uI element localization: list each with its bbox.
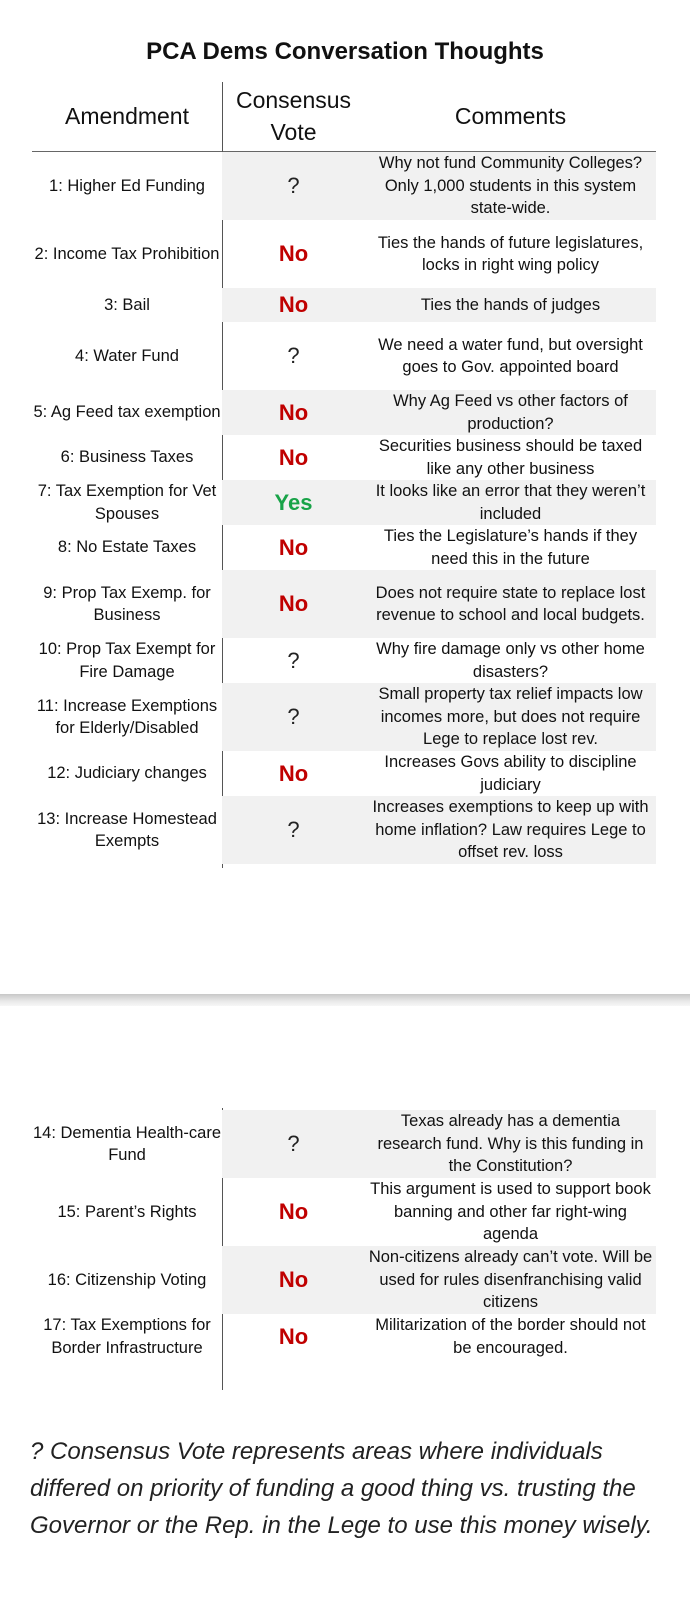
table-row — [32, 525, 656, 570]
comment-cell: Ties the hands of future legislatures, locks in right wing policy — [377, 233, 644, 274]
vote-cell: No — [278, 1323, 309, 1349]
comment-cell: Small property tax relief impacts low incomes more, but does not require Lege to replace lost rev. — [365, 683, 656, 751]
vote-cell: ? — [287, 647, 300, 673]
vote-cell: ? — [287, 343, 300, 368]
table-row — [32, 796, 656, 864]
amendment-cell: 1: Higher Ed Funding — [49, 176, 205, 195]
amendment-cell: 11: Increase Exemptions for Elderly/Disabled — [36, 696, 218, 737]
header-amendment-label: Amendment — [64, 103, 189, 129]
comment-cell: Increases Govs ability to discipline judiciary — [384, 753, 637, 794]
table-row — [32, 480, 656, 525]
header-comments-label: Comments — [454, 103, 567, 129]
comment-cell: Why Ag Feed vs other factors of production? — [365, 390, 656, 435]
comment-cell: Increases exemptions to keep up with home inflation? Law requires Lege to offset rev. loss — [365, 796, 656, 864]
comment-cell: Why fire damage only vs other home disasters? — [376, 640, 645, 681]
vote-cell: No — [278, 534, 309, 560]
vote-cell: No — [222, 288, 365, 322]
amendment-cell: 15: Parent’s Rights — [57, 1202, 197, 1221]
amendment-cell: 3: Bail — [104, 295, 150, 314]
amendment-cell: 8: No Estate Taxes — [57, 538, 197, 557]
amendment-cell: 13: Increase Homestead Exempts — [37, 809, 217, 850]
table-row — [32, 435, 656, 480]
table-row — [32, 1178, 656, 1246]
amendment-cell: 2: Income Tax Prohibition — [34, 244, 220, 263]
vote-cell: ? — [222, 152, 365, 220]
header-vote-line1: Consensus — [235, 87, 352, 113]
vote-cell: No — [278, 241, 309, 266]
amendments-table-2 — [32, 1110, 656, 1359]
comment-cell: We need a water fund, but oversight goes to Gov. appointed board — [378, 335, 643, 376]
comment-cell: Militarization of the border should not be encouraged. — [375, 1316, 646, 1357]
vote-cell: No — [222, 1246, 365, 1314]
amendment-cell: 6: Business Taxes — [60, 448, 194, 467]
vote-cell: No — [278, 444, 309, 470]
header-vote-line2: Vote — [270, 119, 317, 145]
table-row — [32, 390, 656, 435]
vote-cell: No — [222, 570, 365, 638]
comment-cell: Texas already has a dementia research fund. Why is this funding in the Constitution? — [365, 1110, 656, 1178]
page-divider — [0, 994, 690, 1006]
amendments-table-1 — [32, 152, 656, 864]
amendment-cell: 9: Prop Tax Exemp. for Business — [43, 583, 211, 624]
vote-cell: No — [222, 390, 365, 435]
vote-cell: No — [278, 760, 309, 786]
amendment-cell: 10: Prop Tax Exempt for Fire Damage — [38, 640, 216, 681]
page-title: PCA Dems Conversation Thoughts — [146, 38, 544, 65]
comment-cell: It looks like an error that they weren’t included — [365, 480, 656, 525]
comment-cell: Ties the hands of judges — [365, 288, 656, 322]
comment-cell: Does not require state to replace lost revenue to school and local budgets. — [365, 570, 656, 638]
vote-cell: Yes — [222, 480, 365, 525]
vote-cell: ? — [222, 796, 365, 864]
table-row — [32, 322, 656, 390]
amendment-cell: 14: Dementia Health-care Fund — [32, 1123, 221, 1164]
table-row — [32, 288, 656, 322]
vote-cell: ? — [222, 683, 365, 751]
table-row — [32, 638, 656, 683]
comment-cell: Non-citizens already can’t vote. Will be used for rules disenfranchising valid citizens — [365, 1246, 656, 1314]
amendment-cell: 16: Citizenship Voting — [47, 1270, 207, 1289]
header-amendment — [32, 100, 222, 132]
footnote: ? Consensus Vote represents areas where individuals differed on priority of funding a good thing vs. trusting the Governor or the Rep. in the Lege to use this money wisely. — [30, 1438, 653, 1539]
amendment-cell: 17: Tax Exemptions for Border Infrastructure — [43, 1316, 211, 1357]
header-comments — [365, 100, 656, 132]
header-vote — [222, 84, 365, 148]
vote-cell: No — [278, 1199, 309, 1224]
comment-cell: Securities business should be taxed like any other business — [378, 437, 643, 478]
comment-cell: Ties the Legislature’s hands if they need this in the future — [383, 527, 638, 568]
comment-cell: This argument is used to support book banning and other far right-wing agenda — [370, 1180, 651, 1244]
amendment-cell: 7: Tax Exemption for Vet Spouses — [37, 482, 217, 523]
amendment-cell: 5: Ag Feed tax exemption — [33, 403, 221, 422]
amendment-cell: 4: Water Fund — [75, 346, 179, 365]
table-row — [32, 751, 656, 796]
vote-cell: ? — [222, 1110, 365, 1178]
table-row — [32, 220, 656, 288]
comment-cell: Why not fund Community Colleges? Only 1,000 students in this system state-wide. — [365, 152, 656, 220]
table-row — [32, 1246, 656, 1314]
table-row — [32, 1110, 656, 1178]
table-row — [32, 152, 656, 220]
table-row — [32, 570, 656, 638]
table-row — [32, 1314, 656, 1359]
table-row — [32, 683, 656, 751]
amendment-cell: 12: Judiciary changes — [47, 764, 207, 783]
